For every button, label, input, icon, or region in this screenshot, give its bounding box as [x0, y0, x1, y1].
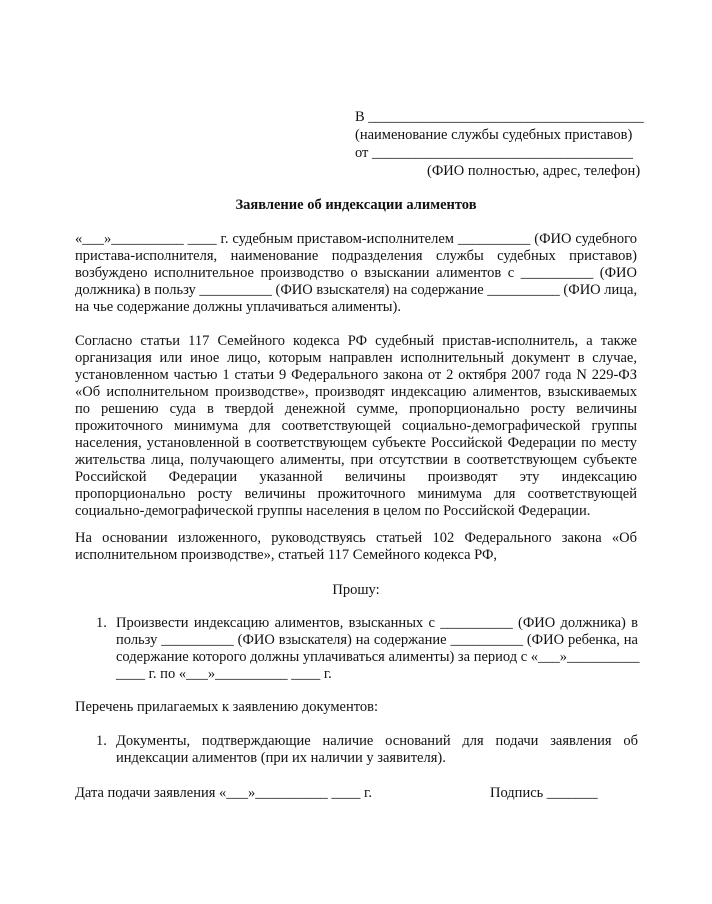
text-line: На основании изложенного, руководствуясь статьей 102 Федерального закона «Об: [75, 530, 637, 546]
attachment-item-text: [116, 733, 638, 767]
text-line: пристава-исполнителя, наименование подразделения службы судебных приставов): [75, 248, 637, 264]
text-line: социально-демографической группы населения в целом по Российской Федерации.: [75, 503, 591, 519]
text-line: «Об исполнительном производстве», производят индексацию алиментов, взыскиваемых: [75, 384, 637, 400]
text-line: установленном частью 1 статьи 9 Федерального закона от 2 октября 2007 года N 229-ФЗ: [75, 367, 637, 383]
text-line: должника) в пользу __________ (ФИО взыскателя) на содержание __________ (ФИО лица,: [75, 282, 638, 298]
text-line: пропорционально росту величины прожиточного минимума для соответствующей: [75, 486, 637, 502]
paragraph-legal-basis: [75, 333, 637, 520]
list-number: 1.: [96, 615, 107, 631]
attachments-list: [96, 733, 640, 769]
submission-date-line: Дата подачи заявления «___»__________ ____ г.: [75, 785, 372, 801]
text-line: Российской Федерации указанной величины производят эту индексацию: [75, 469, 637, 485]
signature-line: Подпись _______: [490, 785, 598, 801]
request-heading: Прошу:: [332, 582, 380, 598]
text-line: ____ г. по «___»__________ ____ г.: [116, 666, 332, 682]
paragraph-case-opening: [75, 231, 637, 316]
attachments-heading: Перечень прилагаемых к заявлению документов:: [75, 699, 378, 715]
addressee-block: [355, 108, 645, 180]
text-line: прожиточного минимума для соответствующей социально-демографической группы: [75, 418, 637, 434]
addressee-line: В ______________________________________: [355, 109, 644, 125]
text-line: пользу __________ (ФИО взыскателя) на содержание __________ (ФИО ребенка, на: [116, 632, 638, 648]
text-line: индексации алиментов (при их наличии у заявителя).: [116, 750, 446, 766]
text-line: населения, установленной в соответствующем субъекте Российской Федерации по месту: [75, 435, 637, 451]
list-number: 1.: [96, 733, 107, 749]
text-line: возбуждено исполнительное производство о взыскании алиментов с __________ (ФИО: [75, 265, 637, 281]
text-line: организация или иное лицо, которым направлен исполнительный документ в случае,: [75, 350, 637, 366]
request-list: [96, 615, 640, 685]
paragraph-grounds: [75, 530, 637, 564]
applicant-info-caption: (ФИО полностью, адрес, телефон): [427, 163, 641, 179]
text-line: жительства лица, получающего алименты, при отсутствии в соответствующем субъекте: [75, 452, 637, 468]
text-line: на чье содержание должны уплачиваться алименты).: [75, 299, 401, 315]
document-title: Заявление об индексации алиментов: [235, 197, 477, 213]
applicant-line: от ____________________________________: [355, 145, 634, 161]
text-line: Документы, подтверждающие наличие оснований для подачи заявления об: [116, 733, 638, 749]
request-item-text: [116, 615, 638, 683]
text-line: содержание которого должны уплачиваться алименты) за период с «___»__________: [116, 649, 640, 665]
text-line: Согласно статьи 117 Семейного кодекса РФ судебный пристав-исполнитель, а также: [75, 333, 637, 349]
text-line: исполнительном производстве», статьей 117 Семейного кодекса РФ,: [75, 547, 498, 563]
text-line: «___»__________ ____ г. судебным приставом-исполнителем __________ (ФИО судебного: [75, 231, 637, 247]
text-line: Произвести индексацию алиментов, взысканных с __________ (ФИО должника) в: [116, 615, 638, 631]
text-line: по решению суда в твердой денежной сумме, пропорционально росту величины: [75, 401, 637, 417]
service-name-caption: (наименование службы судебных приставов): [355, 127, 633, 143]
